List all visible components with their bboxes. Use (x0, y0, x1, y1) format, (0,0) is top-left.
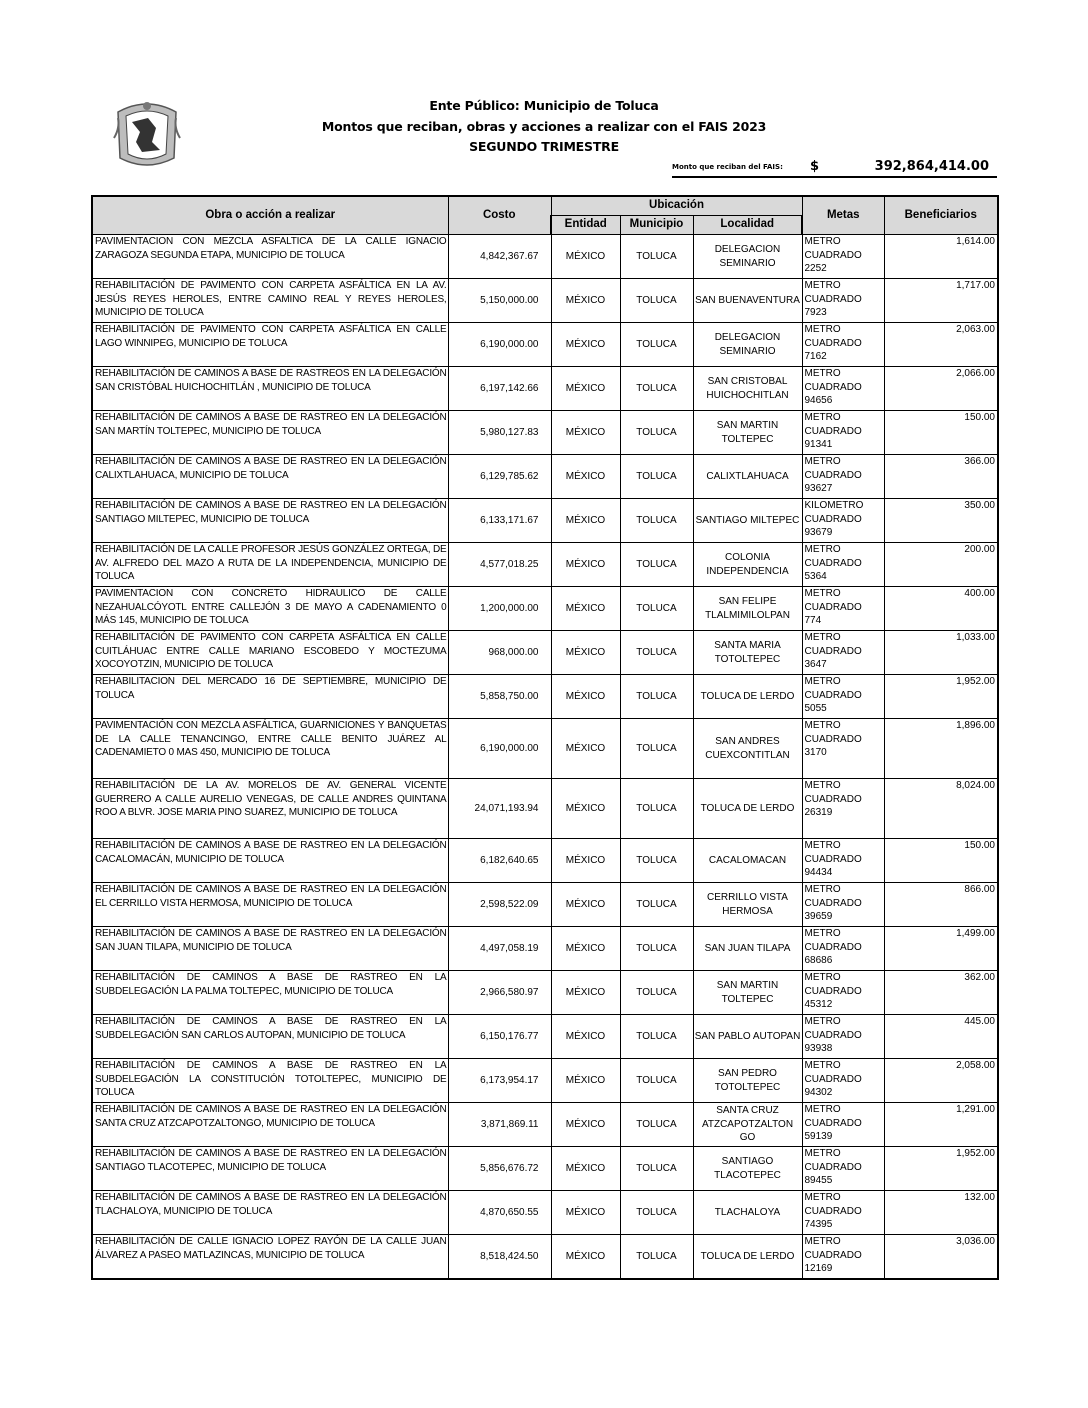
metas-cell (802, 779, 884, 839)
costo-cell: 4,577,018.25 (448, 543, 551, 587)
obra-cell: REHABILITACIÓN DE CAMINOS A BASE DE RASTREO EN LA DELEGACIÓN SAN JUAN TILAPA, MUNICIPIO DE TOLUCA (92, 927, 448, 971)
metas-cell (802, 631, 884, 675)
municipio-cell: TOLUCA (620, 587, 693, 631)
metas-unit: METRO (804, 676, 841, 687)
localidad-cell: CERRILLO VISTA HERMOSA (693, 883, 802, 927)
costo-cell: 6,190,000.00 (448, 719, 551, 779)
municipio-cell: TOLUCA (620, 1191, 693, 1235)
municipio-cell: TOLUCA (620, 323, 693, 367)
entidad-cell: MÉXICO (551, 587, 620, 631)
metas-type: CUADRADO (804, 249, 862, 261)
metas-qty: 3647 (804, 659, 827, 670)
metas-qty: 12169 (804, 1263, 833, 1274)
metas-unit: METRO (804, 1192, 841, 1203)
beneficiarios-cell: 362.00 (884, 971, 998, 1015)
beneficiarios-cell: 132.00 (884, 1191, 998, 1235)
metas-cell (802, 927, 884, 971)
table-row (92, 235, 998, 279)
metas-type: CUADRADO (804, 1249, 862, 1261)
costo-cell: 4,842,367.67 (448, 235, 551, 279)
localidad-cell: SANTIAGO TLACOTEPEC (693, 1147, 802, 1191)
beneficiarios-cell: 366.00 (884, 455, 998, 499)
beneficiarios-cell: 200.00 (884, 543, 998, 587)
metas-cell (802, 455, 884, 499)
metas-type: CUADRADO (804, 689, 862, 701)
obra-cell: PAVIMENTACION CON CONCRETO HIDRAULICO DE CALLE NEZAHUALCÓYOTL ENTRE CALLEJÓN 3 DE MAYO A CADENAMIENTO 0 MÁS 145, MUNICIPIO DE TOLUCA (92, 587, 448, 631)
metas-qty: 59139 (804, 1131, 833, 1142)
table-row (92, 839, 998, 883)
table-row (92, 1147, 998, 1191)
localidad-cell: SANTA MARIA TOTOLTEPEC (693, 631, 802, 675)
metas-unit: METRO (804, 456, 841, 467)
metas-cell (802, 367, 884, 411)
municipio-cell: TOLUCA (620, 1103, 693, 1147)
obra-cell: REHABILITACIÓN DE CAMINOS A BASE DE RASTREO EN LA DELEGACIÓN EL CERRILLO VISTA HERMOSA, MUNICIPIO DE TOLUCA (92, 883, 448, 927)
metas-unit: METRO (804, 972, 841, 983)
costo-cell: 2,966,580.97 (448, 971, 551, 1015)
entidad-cell: MÉXICO (551, 323, 620, 367)
beneficiarios-cell: 1,291.00 (884, 1103, 998, 1147)
municipio-cell: TOLUCA (620, 455, 693, 499)
localidad-cell: CACALOMACAN (693, 839, 802, 883)
monto-total-row (672, 158, 997, 178)
metas-type: CUADRADO (804, 513, 862, 525)
beneficiarios-cell: 350.00 (884, 499, 998, 543)
localidad-cell: COLONIA INDEPENDENCIA (693, 543, 802, 587)
entidad-cell: MÉXICO (551, 971, 620, 1015)
localidad-cell: CALIXTLAHUACA (693, 455, 802, 499)
metas-unit: METRO (804, 324, 841, 335)
costo-cell: 6,150,176.77 (448, 1015, 551, 1059)
costo-cell: 5,856,676.72 (448, 1147, 551, 1191)
municipio-cell: TOLUCA (620, 367, 693, 411)
metas-type: CUADRADO (804, 557, 862, 569)
metas-cell (802, 883, 884, 927)
costo-cell: 968,000.00 (448, 631, 551, 675)
metas-unit: METRO (804, 280, 841, 291)
metas-qty: 3170 (804, 747, 827, 758)
col-header-entidad: Entidad (551, 216, 620, 235)
municipio-cell: TOLUCA (620, 719, 693, 779)
metas-cell (802, 411, 884, 455)
entidad-cell: MÉXICO (551, 455, 620, 499)
table-row (92, 279, 998, 323)
metas-unit: METRO (804, 1148, 841, 1159)
metas-unit: METRO (804, 368, 841, 379)
obra-cell: PAVIMENTACION CON MEZCLA ASFALTICA DE LA CALLE IGNACIO ZARAGOZA SEGUNDA ETAPA, MUNICIPIO DE TOLUCA (92, 235, 448, 279)
costo-cell: 6,197,142.66 (448, 367, 551, 411)
localidad-cell: DELEGACION SEMINARIO (693, 323, 802, 367)
entidad-cell: MÉXICO (551, 1059, 620, 1103)
metas-unit: METRO (804, 780, 841, 791)
metas-qty: 7162 (804, 351, 827, 362)
obra-cell: REHABILITACIÓN DE LA AV. MORELOS DE AV. GENERAL VICENTE GUERRERO A CALLE AURELIO VENEGAS, DE CALLE ANDRES QUINTANA ROO A BLVR. JOSE MARIA PINO SUAREZ, MUNICIPIO DE TOLUCA (92, 779, 448, 839)
metas-qty: 39659 (804, 911, 833, 922)
metas-cell (802, 675, 884, 719)
entidad-cell: MÉXICO (551, 1235, 620, 1279)
municipio-cell: TOLUCA (620, 499, 693, 543)
costo-cell: 8,518,424.50 (448, 1235, 551, 1279)
entidad-cell: MÉXICO (551, 499, 620, 543)
beneficiarios-cell: 150.00 (884, 411, 998, 455)
metas-cell (802, 1103, 884, 1147)
entidad-cell: MÉXICO (551, 631, 620, 675)
municipio-cell: TOLUCA (620, 675, 693, 719)
beneficiarios-cell: 1,896.00 (884, 719, 998, 779)
metas-type: CUADRADO (804, 853, 862, 865)
monto-label: Monto que reciban del FAIS: (672, 163, 783, 171)
metas-unit: METRO (804, 720, 841, 731)
metas-qty: 91341 (804, 439, 833, 450)
metas-type: CUADRADO (804, 985, 862, 997)
municipio-cell: TOLUCA (620, 883, 693, 927)
entidad-cell: MÉXICO (551, 779, 620, 839)
col-header-municipio: Municipio (620, 216, 693, 235)
localidad-cell: SAN PABLO AUTOPAN (693, 1015, 802, 1059)
costo-cell: 24,071,193.94 (448, 779, 551, 839)
table-row (92, 499, 998, 543)
entidad-cell: MÉXICO (551, 839, 620, 883)
costo-cell: 4,870,650.55 (448, 1191, 551, 1235)
costo-cell: 6,190,000.00 (448, 323, 551, 367)
beneficiarios-cell: 445.00 (884, 1015, 998, 1059)
beneficiarios-cell: 400.00 (884, 587, 998, 631)
metas-qty: 774 (804, 615, 822, 626)
metas-qty: 5364 (804, 571, 827, 582)
metas-unit: METRO (804, 884, 841, 895)
metas-type: CUADRADO (804, 793, 862, 805)
metas-qty: 93627 (804, 483, 833, 494)
table-row (92, 543, 998, 587)
metas-unit: KILOMETRO (804, 500, 864, 511)
metas-unit: METRO (804, 544, 841, 555)
metas-qty: 2252 (804, 263, 827, 274)
table-row (92, 927, 998, 971)
municipio-cell: TOLUCA (620, 411, 693, 455)
metas-qty: 94434 (804, 867, 833, 878)
table-row (92, 971, 998, 1015)
municipio-cell: TOLUCA (620, 779, 693, 839)
metas-qty: 45312 (804, 999, 833, 1010)
costo-cell: 3,871,869.11 (448, 1103, 551, 1147)
table-row (92, 883, 998, 927)
beneficiarios-cell: 1,952.00 (884, 675, 998, 719)
entidad-cell: MÉXICO (551, 279, 620, 323)
localidad-cell: SAN JUAN TILAPA (693, 927, 802, 971)
beneficiarios-cell: 2,058.00 (884, 1059, 998, 1103)
municipio-cell: TOLUCA (620, 1147, 693, 1191)
metas-type: CUADRADO (804, 381, 862, 393)
localidad-cell: SANTA CRUZ ATZCAPOTZALTON GO (693, 1103, 802, 1147)
entity-title: Ente Público: Municipio de Toluca (429, 98, 659, 113)
entidad-cell: MÉXICO (551, 1103, 620, 1147)
beneficiarios-cell: 1,614.00 (884, 235, 998, 279)
metas-unit: METRO (804, 1236, 841, 1247)
beneficiarios-cell: 866.00 (884, 883, 998, 927)
obra-cell: REHABILITACIÓN DE CAMINOS A BASE DE RASTREO EN LA DELEGACIÓN CACALOMACÁN, MUNICIPIO DE TOLUCA (92, 839, 448, 883)
metas-type: CUADRADO (804, 337, 862, 349)
localidad-cell: SAN BUENAVENTURA (693, 279, 802, 323)
col-header-obra: Obra o acción a realizar (92, 196, 448, 235)
col-header-beneficiarios: Beneficiarios (884, 196, 998, 235)
obra-cell: REHABILITACIÓN DE CAMINOS A BASE DE RASTREO EN LA SUBDELEGACIÓN LA PALMA TOLTEPEC, MUNICIPIO DE TOLUCA (92, 971, 448, 1015)
metas-cell (802, 235, 884, 279)
municipio-cell: TOLUCA (620, 235, 693, 279)
metas-qty: 89455 (804, 1175, 833, 1186)
table-row (92, 1191, 998, 1235)
table-row (92, 1059, 998, 1103)
entidad-cell: MÉXICO (551, 1147, 620, 1191)
beneficiarios-cell: 1,717.00 (884, 279, 998, 323)
period-title: SEGUNDO TRIMESTRE (469, 139, 619, 154)
metas-unit: METRO (804, 1104, 841, 1115)
municipio-cell: TOLUCA (620, 1059, 693, 1103)
metas-type: CUADRADO (804, 941, 862, 953)
municipio-cell: TOLUCA (620, 927, 693, 971)
currency-symbol: $ (810, 159, 820, 174)
metas-unit: METRO (804, 588, 841, 599)
metas-cell (802, 587, 884, 631)
localidad-cell: SAN CRISTOBAL HUICHOCHITLAN (693, 367, 802, 411)
metas-cell (802, 719, 884, 779)
costo-cell: 5,858,750.00 (448, 675, 551, 719)
col-header-ubicacion: Ubicación (551, 196, 802, 216)
metas-cell (802, 1015, 884, 1059)
localidad-cell: SAN MARTIN TOLTEPEC (693, 411, 802, 455)
costo-cell: 2,598,522.09 (448, 883, 551, 927)
metas-unit: METRO (804, 1060, 841, 1071)
table-row (92, 1103, 998, 1147)
entidad-cell: MÉXICO (551, 1015, 620, 1059)
metas-unit: METRO (804, 632, 841, 643)
col-header-metas: Metas (802, 196, 884, 235)
metas-qty: 93679 (804, 527, 833, 538)
costo-cell: 6,182,640.65 (448, 839, 551, 883)
table-row (92, 719, 998, 779)
costo-cell: 4,497,058.19 (448, 927, 551, 971)
obra-cell: REHABILITACIÓN DE PAVIMENTO CON CARPETA ASFÁLTICA EN CALLE LAGO WINNIPEG, MUNICIPIO DE TOLUCA (92, 323, 448, 367)
localidad-cell: SAN ANDRES CUEXCONTITLAN (693, 719, 802, 779)
municipio-cell: TOLUCA (620, 1015, 693, 1059)
metas-type: CUADRADO (804, 469, 862, 481)
municipio-cell: TOLUCA (620, 279, 693, 323)
costo-cell: 6,173,954.17 (448, 1059, 551, 1103)
metas-cell (802, 499, 884, 543)
costo-cell: 5,980,127.83 (448, 411, 551, 455)
metas-type: CUADRADO (804, 1161, 862, 1173)
localidad-cell: SAN FELIPE TLALMIMILOLPAN (693, 587, 802, 631)
metas-cell (802, 1191, 884, 1235)
metas-cell (802, 323, 884, 367)
costo-cell: 1,200,000.00 (448, 587, 551, 631)
table-row (92, 1015, 998, 1059)
metas-cell (802, 1059, 884, 1103)
obra-cell: REHABILITACIÓN DE CAMINOS A BASE DE RASTREO EN LA DELEGACIÓN SAN MARTÍN TOLTEPEC, MUNICIPIO DE TOLUCA (92, 411, 448, 455)
metas-type: CUADRADO (804, 1029, 862, 1041)
table-row (92, 587, 998, 631)
entidad-cell: MÉXICO (551, 543, 620, 587)
metas-cell (802, 1235, 884, 1279)
obra-cell: REHABILITACIÓN DE CAMINOS A BASE DE RASTREO EN LA SUBDELEGACIÓN SAN CARLOS AUTOPAN, MUNICIPIO DE TOLUCA (92, 1015, 448, 1059)
beneficiarios-cell: 2,066.00 (884, 367, 998, 411)
metas-type: CUADRADO (804, 1205, 862, 1217)
metas-qty: 94302 (804, 1087, 833, 1098)
beneficiarios-cell: 8,024.00 (884, 779, 998, 839)
localidad-cell: TLACHALOYA (693, 1191, 802, 1235)
obra-cell: REHABILITACIÓN DE CAMINOS A BASE DE RASTREO EN LA SUBDELEGACIÓN LA CONSTITUCIÓN TOTOLTEPEC, MUNICIPIO DE TOLUCA (92, 1059, 448, 1103)
table-row (92, 1235, 998, 1279)
localidad-cell: SANTIAGO MILTEPEC (693, 499, 802, 543)
metas-type: CUADRADO (804, 425, 862, 437)
entidad-cell: MÉXICO (551, 367, 620, 411)
metas-type: CUADRADO (804, 293, 862, 305)
beneficiarios-cell: 150.00 (884, 839, 998, 883)
obra-cell: PAVIMENTACIÓN CON MEZCLA ASFÁLTICA, GUARNICIONES Y BANQUETAS DE LA CALLE TENANCINGO, ENTRE CALLE BENITO JUÁREZ AL CADENAMIETO 0 MAS 450, MUNICIPIO DE TOLUCA (92, 719, 448, 779)
metas-unit: METRO (804, 236, 841, 247)
beneficiarios-cell: 1,499.00 (884, 927, 998, 971)
fais-works-table (91, 195, 999, 1280)
col-header-costo: Costo (448, 196, 551, 235)
obra-cell: REHABILITACIÓN DE CAMINOS A BASE DE RASTREO EN LA DELEGACIÓN SANTIAGO MILTEPEC, MUNICIPIO DE TOLUCA (92, 499, 448, 543)
metas-type: CUADRADO (804, 1073, 862, 1085)
municipio-cell: TOLUCA (620, 971, 693, 1015)
metas-qty: 74395 (804, 1219, 833, 1230)
metas-type: CUADRADO (804, 733, 862, 745)
obra-cell: REHABILITACIÓN DE PAVIMENTO CON CARPETA ASFÁLTICA EN CALLE CUITLÁHUAC ENTRE CALLE MARIANO ESCOBEDO Y MOCTEZUMA XOCOYOTZIN, MUNICIPIO DE TOLUCA (92, 631, 448, 675)
table-row (92, 411, 998, 455)
metas-qty: 93938 (804, 1043, 833, 1054)
entidad-cell: MÉXICO (551, 1191, 620, 1235)
metas-cell (802, 1147, 884, 1191)
metas-qty: 94656 (804, 395, 833, 406)
table-row (92, 779, 998, 839)
entidad-cell: MÉXICO (551, 235, 620, 279)
metas-qty: 7923 (804, 307, 827, 318)
municipio-cell: TOLUCA (620, 1235, 693, 1279)
municipio-cell: TOLUCA (620, 631, 693, 675)
metas-qty: 26319 (804, 807, 833, 818)
entidad-cell: MÉXICO (551, 719, 620, 779)
costo-cell: 6,129,785.62 (448, 455, 551, 499)
beneficiarios-cell: 2,063.00 (884, 323, 998, 367)
obra-cell: REHABILITACIÓN DE PAVIMENTO CON CARPETA ASFÁLTICA EN LA AV. JESÚS REYES HEROLES, ENTRE CAMINO REAL Y REYES HEROLES, MUNICIPIO DE TOLUCA (92, 279, 448, 323)
beneficiarios-cell: 1,033.00 (884, 631, 998, 675)
beneficiarios-cell: 1,952.00 (884, 1147, 998, 1191)
localidad-cell: TOLUCA DE LERDO (693, 1235, 802, 1279)
localidad-cell: TOLUCA DE LERDO (693, 779, 802, 839)
metas-unit: METRO (804, 840, 841, 851)
entidad-cell: MÉXICO (551, 927, 620, 971)
document-title: Montos que reciban, obras y acciones a realizar con el FAIS 2023 (321, 119, 767, 134)
costo-cell: 5,150,000.00 (448, 279, 551, 323)
localidad-cell: TOLUCA DE LERDO (693, 675, 802, 719)
obra-cell: REHABILITACIÓN DE CALLE IGNACIO LOPEZ RAYÓN DE LA CALLE JUAN ÁLVAREZ A PASEO MATLAZINCAS, MUNICIPIO DE TOLUCA (92, 1235, 448, 1279)
table-row (92, 323, 998, 367)
obra-cell: REHABILITACIÓN DE CAMINOS A BASE DE RASTREO EN LA DELEGACIÓN SANTIAGO TLACOTEPEC, MUNICIPIO DE TOLUCA (92, 1147, 448, 1191)
table-row (92, 455, 998, 499)
table-row (92, 367, 998, 411)
entidad-cell: MÉXICO (551, 883, 620, 927)
obra-cell: REHABILITACIÓN DE CAMINOS A BASE DE RASTREO EN LA DELEGACIÓN CALIXTLAHUACA, MUNICIPIO DE TOLUCA (92, 455, 448, 499)
table-row (92, 631, 998, 675)
metas-unit: METRO (804, 412, 841, 423)
obra-cell: REHABILITACIÓN DE CAMINOS A BASE DE RASTREO EN LA DELEGACIÓN SANTA CRUZ ATZCAPOTZALTONGO, MUNICIPIO DE TOLUCA (92, 1103, 448, 1147)
metas-unit: METRO (804, 1016, 841, 1027)
metas-unit: METRO (804, 928, 841, 939)
metas-cell (802, 543, 884, 587)
metas-qty: 5055 (804, 703, 827, 714)
metas-cell (802, 839, 884, 883)
obra-cell: REHABILITACIÓN DE LA CALLE PROFESOR JESÚS GONZÁLEZ ORTEGA, DE AV. ALFREDO DEL MAZO A RUTA DE LA INDEPENDENCIA, MUNICIPIO DE TOLUCA (92, 543, 448, 587)
metas-type: CUADRADO (804, 601, 862, 613)
metas-cell (802, 971, 884, 1015)
metas-type: CUADRADO (804, 645, 862, 657)
monto-value: 392,864,414.00 (874, 159, 989, 174)
localidad-cell: DELEGACION SEMINARIO (693, 235, 802, 279)
beneficiarios-cell: 3,036.00 (884, 1235, 998, 1279)
municipio-cell: TOLUCA (620, 839, 693, 883)
municipio-cell: TOLUCA (620, 543, 693, 587)
metas-qty: 68686 (804, 955, 833, 966)
costo-cell: 6,133,171.67 (448, 499, 551, 543)
metas-cell (802, 279, 884, 323)
metas-type: CUADRADO (804, 897, 862, 909)
localidad-cell: SAN MARTIN TOLTEPEC (693, 971, 802, 1015)
entidad-cell: MÉXICO (551, 675, 620, 719)
obra-cell: REHABILITACIÓN DE CAMINOS A BASE DE RASTREOS EN LA DELEGACIÓN SAN CRISTÓBAL HUICHOCHITLÁN , MUNICIPIO DE TOLUCA (92, 367, 448, 411)
obra-cell: REHABILITACION DEL MERCADO 16 DE SEPTIEMBRE, MUNICIPIO DE TOLUCA (92, 675, 448, 719)
table-row (92, 675, 998, 719)
metas-type: CUADRADO (804, 1117, 862, 1129)
entidad-cell: MÉXICO (551, 411, 620, 455)
col-header-localidad: Localidad (693, 216, 802, 235)
localidad-cell: SAN PEDRO TOTOLTEPEC (693, 1059, 802, 1103)
obra-cell: REHABILITACIÓN DE CAMINOS A BASE DE RASTREO EN LA DELEGACIÓN TLACHALOYA, MUNICIPIO DE TOLUCA (92, 1191, 448, 1235)
